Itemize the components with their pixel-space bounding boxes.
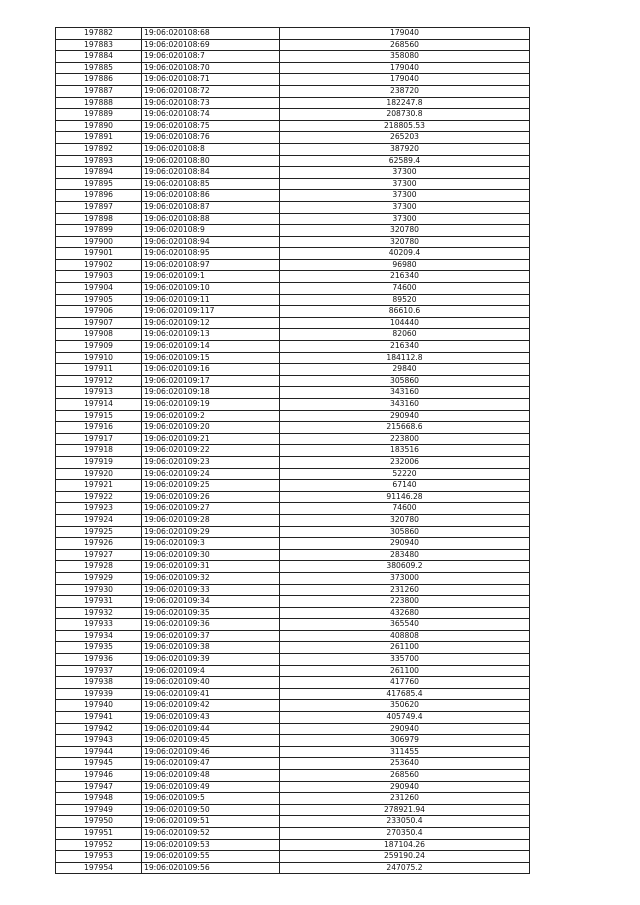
value-cell: 343160 (280, 399, 530, 411)
row-id-cell: 197945 (56, 758, 142, 770)
cadastral-number-cell: 19:06:020109:44 (142, 723, 280, 735)
value-cell: 261100 (280, 642, 530, 654)
value-cell: 29840 (280, 364, 530, 376)
row-id-cell: 197911 (56, 364, 142, 376)
row-id-cell: 197922 (56, 491, 142, 503)
value-cell: 380609.2 (280, 561, 530, 573)
cadastral-number-cell: 19:06:020109:5 (142, 793, 280, 805)
row-id-cell: 197954 (56, 862, 142, 874)
value-cell: 290940 (280, 723, 530, 735)
value-cell: 62589.4 (280, 155, 530, 167)
row-id-cell: 197921 (56, 480, 142, 492)
table-row (56, 456, 530, 468)
value-cell: 216340 (280, 271, 530, 283)
table-row (56, 561, 530, 573)
table-row (56, 514, 530, 526)
cadastral-number-cell: 19:06:020109:52 (142, 827, 280, 839)
value-cell: 238720 (280, 85, 530, 97)
value-cell: 37300 (280, 201, 530, 213)
cadastral-number-cell: 19:06:020108:72 (142, 85, 280, 97)
table-row (56, 97, 530, 109)
cadastral-number-cell: 19:06:020109:49 (142, 781, 280, 793)
value-cell: 350620 (280, 700, 530, 712)
row-id-cell: 197935 (56, 642, 142, 654)
cadastral-number-cell: 19:06:020109:14 (142, 341, 280, 353)
cadastral-number-cell: 19:06:020108:9 (142, 225, 280, 237)
row-id-cell: 197897 (56, 201, 142, 213)
cadastral-number-cell: 19:06:020109:31 (142, 561, 280, 573)
row-id-cell: 197906 (56, 306, 142, 318)
value-cell: 283480 (280, 549, 530, 561)
cadastral-number-cell: 19:06:020109:18 (142, 387, 280, 399)
row-id-cell: 197903 (56, 271, 142, 283)
table-row (56, 364, 530, 376)
row-id-cell: 197918 (56, 445, 142, 457)
row-id-cell: 197887 (56, 85, 142, 97)
table-row (56, 526, 530, 538)
row-id-cell: 197944 (56, 746, 142, 758)
value-cell: 74600 (280, 283, 530, 295)
table-row (56, 480, 530, 492)
value-cell: 223800 (280, 433, 530, 445)
cadastral-number-cell: 19:06:020109:23 (142, 456, 280, 468)
cadastral-number-cell: 19:06:020109:11 (142, 294, 280, 306)
value-cell: 37300 (280, 167, 530, 179)
row-id-cell: 197894 (56, 167, 142, 179)
row-id-cell: 197937 (56, 665, 142, 677)
table-row (56, 399, 530, 411)
value-cell: 37300 (280, 190, 530, 202)
cadastral-number-cell: 19:06:020108:70 (142, 62, 280, 74)
row-id-cell: 197909 (56, 341, 142, 353)
cadastral-number-cell: 19:06:020109:47 (142, 758, 280, 770)
value-cell: 183516 (280, 445, 530, 457)
cadastral-number-cell: 19:06:020108:95 (142, 248, 280, 260)
table-row (56, 654, 530, 666)
cadastral-number-cell: 19:06:020109:48 (142, 770, 280, 782)
cadastral-number-cell: 19:06:020109:43 (142, 712, 280, 724)
table-row (56, 317, 530, 329)
cadastral-number-cell: 19:06:020109:37 (142, 630, 280, 642)
row-id-cell: 197919 (56, 456, 142, 468)
value-cell: 405749.4 (280, 712, 530, 724)
row-id-cell: 197926 (56, 538, 142, 550)
table-row (56, 410, 530, 422)
row-id-cell: 197932 (56, 607, 142, 619)
table-row (56, 630, 530, 642)
table-row (56, 85, 530, 97)
cadastral-number-cell: 19:06:020108:86 (142, 190, 280, 202)
cadastral-number-cell: 19:06:020109:4 (142, 665, 280, 677)
table-row (56, 352, 530, 364)
cadastral-number-cell: 19:06:020108:80 (142, 155, 280, 167)
value-cell: 179040 (280, 62, 530, 74)
row-id-cell: 197907 (56, 317, 142, 329)
value-cell: 247075.2 (280, 862, 530, 874)
table-row (56, 851, 530, 863)
cadastral-number-cell: 19:06:020109:27 (142, 503, 280, 515)
row-id-cell: 197910 (56, 352, 142, 364)
value-cell: 387920 (280, 143, 530, 155)
row-id-cell: 197905 (56, 294, 142, 306)
value-cell: 231260 (280, 793, 530, 805)
table-row (56, 225, 530, 237)
cadastral-number-cell: 19:06:020109:17 (142, 375, 280, 387)
table-row (56, 271, 530, 283)
table-row (56, 862, 530, 874)
row-id-cell: 197883 (56, 39, 142, 51)
value-cell: 40209.4 (280, 248, 530, 260)
value-cell: 231260 (280, 584, 530, 596)
value-cell: 96980 (280, 259, 530, 271)
cadastral-number-cell: 19:06:020108:69 (142, 39, 280, 51)
row-id-cell: 197890 (56, 120, 142, 132)
value-cell: 89520 (280, 294, 530, 306)
table-row (56, 329, 530, 341)
cadastral-number-cell: 19:06:020109:32 (142, 572, 280, 584)
cadastral-number-cell: 19:06:020109:36 (142, 619, 280, 631)
cadastral-number-cell: 19:06:020109:38 (142, 642, 280, 654)
row-id-cell: 197925 (56, 526, 142, 538)
value-cell: 320780 (280, 514, 530, 526)
row-id-cell: 197950 (56, 816, 142, 828)
cadastral-number-cell: 19:06:020108:8 (142, 143, 280, 155)
table-row (56, 793, 530, 805)
row-id-cell: 197899 (56, 225, 142, 237)
cadastral-number-cell: 19:06:020109:13 (142, 329, 280, 341)
table-row (56, 28, 530, 40)
row-id-cell: 197882 (56, 28, 142, 40)
table-row (56, 781, 530, 793)
row-id-cell: 197908 (56, 329, 142, 341)
value-cell: 182247.8 (280, 97, 530, 109)
data-table (55, 27, 530, 874)
cadastral-number-cell: 19:06:020108:68 (142, 28, 280, 40)
value-cell: 67140 (280, 480, 530, 492)
row-id-cell: 197889 (56, 109, 142, 121)
value-cell: 311455 (280, 746, 530, 758)
table-row (56, 387, 530, 399)
row-id-cell: 197949 (56, 804, 142, 816)
table-row (56, 746, 530, 758)
value-cell: 358080 (280, 51, 530, 63)
row-id-cell: 197885 (56, 62, 142, 74)
row-id-cell: 197891 (56, 132, 142, 144)
cadastral-number-cell: 19:06:020109:42 (142, 700, 280, 712)
row-id-cell: 197920 (56, 468, 142, 480)
row-id-cell: 197952 (56, 839, 142, 851)
value-cell: 91146.28 (280, 491, 530, 503)
row-id-cell: 197929 (56, 572, 142, 584)
cadastral-number-cell: 19:06:020109:3 (142, 538, 280, 550)
cadastral-number-cell: 19:06:020109:50 (142, 804, 280, 816)
cadastral-number-cell: 19:06:020109:30 (142, 549, 280, 561)
row-id-cell: 197924 (56, 514, 142, 526)
cadastral-number-cell: 19:06:020109:41 (142, 688, 280, 700)
cadastral-number-cell: 19:06:020109:15 (142, 352, 280, 364)
cadastral-number-cell: 19:06:020108:76 (142, 132, 280, 144)
cadastral-number-cell: 19:06:020108:71 (142, 74, 280, 86)
table-row (56, 143, 530, 155)
table-row (56, 712, 530, 724)
table-row (56, 445, 530, 457)
cadastral-number-cell: 19:06:020108:85 (142, 178, 280, 190)
value-cell: 343160 (280, 387, 530, 399)
cadastral-number-cell: 19:06:020109:26 (142, 491, 280, 503)
table-row (56, 770, 530, 782)
table-row (56, 839, 530, 851)
value-cell: 305860 (280, 526, 530, 538)
value-cell: 74600 (280, 503, 530, 515)
value-cell: 265203 (280, 132, 530, 144)
table-row (56, 306, 530, 318)
row-id-cell: 197940 (56, 700, 142, 712)
row-id-cell: 197901 (56, 248, 142, 260)
row-id-cell: 197895 (56, 178, 142, 190)
cadastral-number-cell: 19:06:020109:19 (142, 399, 280, 411)
value-cell: 187104.26 (280, 839, 530, 851)
cadastral-number-cell: 19:06:020109:33 (142, 584, 280, 596)
table-row (56, 433, 530, 445)
table-row (56, 538, 530, 550)
cadastral-number-cell: 19:06:020109:53 (142, 839, 280, 851)
row-id-cell: 197915 (56, 410, 142, 422)
value-cell: 320780 (280, 236, 530, 248)
row-id-cell: 197948 (56, 793, 142, 805)
value-cell: 290940 (280, 410, 530, 422)
row-id-cell: 197953 (56, 851, 142, 863)
cadastral-number-cell: 19:06:020109:1 (142, 271, 280, 283)
cadastral-number-cell: 19:06:020109:20 (142, 422, 280, 434)
row-id-cell: 197912 (56, 375, 142, 387)
cadastral-number-cell: 19:06:020109:2 (142, 410, 280, 422)
value-cell: 268560 (280, 770, 530, 782)
cadastral-number-cell: 19:06:020109:34 (142, 596, 280, 608)
table-row (56, 190, 530, 202)
value-cell: 373000 (280, 572, 530, 584)
table-row (56, 62, 530, 74)
cadastral-number-cell: 19:06:020109:46 (142, 746, 280, 758)
row-id-cell: 197893 (56, 155, 142, 167)
value-cell: 253640 (280, 758, 530, 770)
value-cell: 320780 (280, 225, 530, 237)
table-row (56, 758, 530, 770)
value-cell: 215668.6 (280, 422, 530, 434)
value-cell: 86610.6 (280, 306, 530, 318)
row-id-cell: 197947 (56, 781, 142, 793)
row-id-cell: 197934 (56, 630, 142, 642)
value-cell: 179040 (280, 28, 530, 40)
value-cell: 290940 (280, 781, 530, 793)
value-cell: 408808 (280, 630, 530, 642)
cadastral-number-cell: 19:06:020108:88 (142, 213, 280, 225)
value-cell: 270350.4 (280, 827, 530, 839)
table-row (56, 74, 530, 86)
value-cell: 52220 (280, 468, 530, 480)
value-cell: 218805.53 (280, 120, 530, 132)
cadastral-number-cell: 19:06:020109:12 (142, 317, 280, 329)
cadastral-number-cell: 19:06:020108:74 (142, 109, 280, 121)
row-id-cell: 197943 (56, 735, 142, 747)
table-row (56, 375, 530, 387)
cadastral-number-cell: 19:06:020108:87 (142, 201, 280, 213)
cadastral-number-cell: 19:06:020109:22 (142, 445, 280, 457)
table-row (56, 213, 530, 225)
row-id-cell: 197951 (56, 827, 142, 839)
cadastral-number-cell: 19:06:020109:16 (142, 364, 280, 376)
table-row (56, 503, 530, 515)
cadastral-number-cell: 19:06:020109:35 (142, 607, 280, 619)
row-id-cell: 197917 (56, 433, 142, 445)
value-cell: 268560 (280, 39, 530, 51)
row-id-cell: 197896 (56, 190, 142, 202)
row-id-cell: 197936 (56, 654, 142, 666)
value-cell: 223800 (280, 596, 530, 608)
cadastral-number-cell: 19:06:020109:21 (142, 433, 280, 445)
row-id-cell: 197902 (56, 259, 142, 271)
table-row (56, 167, 530, 179)
cadastral-number-cell: 19:06:020108:84 (142, 167, 280, 179)
row-id-cell: 197886 (56, 74, 142, 86)
row-id-cell: 197904 (56, 283, 142, 295)
value-cell: 233050.4 (280, 816, 530, 828)
value-cell: 417760 (280, 677, 530, 689)
table-row (56, 155, 530, 167)
row-id-cell: 197941 (56, 712, 142, 724)
cadastral-number-cell: 19:06:020108:75 (142, 120, 280, 132)
cadastral-number-cell: 19:06:020108:97 (142, 259, 280, 271)
cadastral-number-cell: 19:06:020109:51 (142, 816, 280, 828)
row-id-cell: 197914 (56, 399, 142, 411)
table-row (56, 236, 530, 248)
cadastral-number-cell: 19:06:020109:39 (142, 654, 280, 666)
row-id-cell: 197931 (56, 596, 142, 608)
cadastral-number-cell: 19:06:020108:7 (142, 51, 280, 63)
row-id-cell: 197927 (56, 549, 142, 561)
value-cell: 278921.94 (280, 804, 530, 816)
row-id-cell: 197938 (56, 677, 142, 689)
table-row (56, 491, 530, 503)
cadastral-number-cell: 19:06:020109:117 (142, 306, 280, 318)
value-cell: 179040 (280, 74, 530, 86)
row-id-cell: 197933 (56, 619, 142, 631)
cadastral-number-cell: 19:06:020109:25 (142, 480, 280, 492)
cadastral-number-cell: 19:06:020108:73 (142, 97, 280, 109)
table-row (56, 816, 530, 828)
row-id-cell: 197939 (56, 688, 142, 700)
table-row (56, 283, 530, 295)
table-row (56, 422, 530, 434)
table-row (56, 259, 530, 271)
value-cell: 208730.8 (280, 109, 530, 121)
value-cell: 232006 (280, 456, 530, 468)
row-id-cell: 197930 (56, 584, 142, 596)
table-row (56, 341, 530, 353)
cadastral-number-cell: 19:06:020109:45 (142, 735, 280, 747)
value-cell: 104440 (280, 317, 530, 329)
cadastral-number-cell: 19:06:020109:55 (142, 851, 280, 863)
table-row (56, 804, 530, 816)
value-cell: 37300 (280, 178, 530, 190)
table-row (56, 596, 530, 608)
value-cell: 290940 (280, 538, 530, 550)
cadastral-number-cell: 19:06:020109:40 (142, 677, 280, 689)
table-row (56, 723, 530, 735)
table-row (56, 677, 530, 689)
table-row (56, 619, 530, 631)
value-cell: 82060 (280, 329, 530, 341)
cadastral-number-cell: 19:06:020109:28 (142, 514, 280, 526)
value-cell: 259190.24 (280, 851, 530, 863)
cadastral-number-cell: 19:06:020109:24 (142, 468, 280, 480)
value-cell: 335700 (280, 654, 530, 666)
value-cell: 216340 (280, 341, 530, 353)
table-row (56, 39, 530, 51)
table-row (56, 294, 530, 306)
row-id-cell: 197946 (56, 770, 142, 782)
row-id-cell: 197923 (56, 503, 142, 515)
value-cell: 261100 (280, 665, 530, 677)
value-cell: 37300 (280, 213, 530, 225)
row-id-cell: 197892 (56, 143, 142, 155)
table-row (56, 549, 530, 561)
row-id-cell: 197928 (56, 561, 142, 573)
table-row (56, 735, 530, 747)
value-cell: 184112.8 (280, 352, 530, 364)
table-row (56, 178, 530, 190)
table-row (56, 468, 530, 480)
table-row (56, 120, 530, 132)
table-row (56, 665, 530, 677)
value-cell: 417685.4 (280, 688, 530, 700)
row-id-cell: 197898 (56, 213, 142, 225)
table-row (56, 700, 530, 712)
table-row (56, 572, 530, 584)
table-row (56, 827, 530, 839)
table-row (56, 51, 530, 63)
table-row (56, 642, 530, 654)
value-cell: 365540 (280, 619, 530, 631)
row-id-cell: 197888 (56, 97, 142, 109)
row-id-cell: 197942 (56, 723, 142, 735)
cadastral-number-cell: 19:06:020108:94 (142, 236, 280, 248)
cadastral-number-cell: 19:06:020109:10 (142, 283, 280, 295)
cadastral-number-cell: 19:06:020109:29 (142, 526, 280, 538)
table-row (56, 584, 530, 596)
value-cell: 305860 (280, 375, 530, 387)
cadastral-number-cell: 19:06:020109:56 (142, 862, 280, 874)
value-cell: 432680 (280, 607, 530, 619)
row-id-cell: 197916 (56, 422, 142, 434)
table-row (56, 109, 530, 121)
table-row (56, 248, 530, 260)
table-row (56, 201, 530, 213)
value-cell: 306979 (280, 735, 530, 747)
row-id-cell: 197913 (56, 387, 142, 399)
row-id-cell: 197884 (56, 51, 142, 63)
table-body (56, 28, 530, 874)
table-row (56, 132, 530, 144)
row-id-cell: 197900 (56, 236, 142, 248)
table-row (56, 688, 530, 700)
table-row (56, 607, 530, 619)
